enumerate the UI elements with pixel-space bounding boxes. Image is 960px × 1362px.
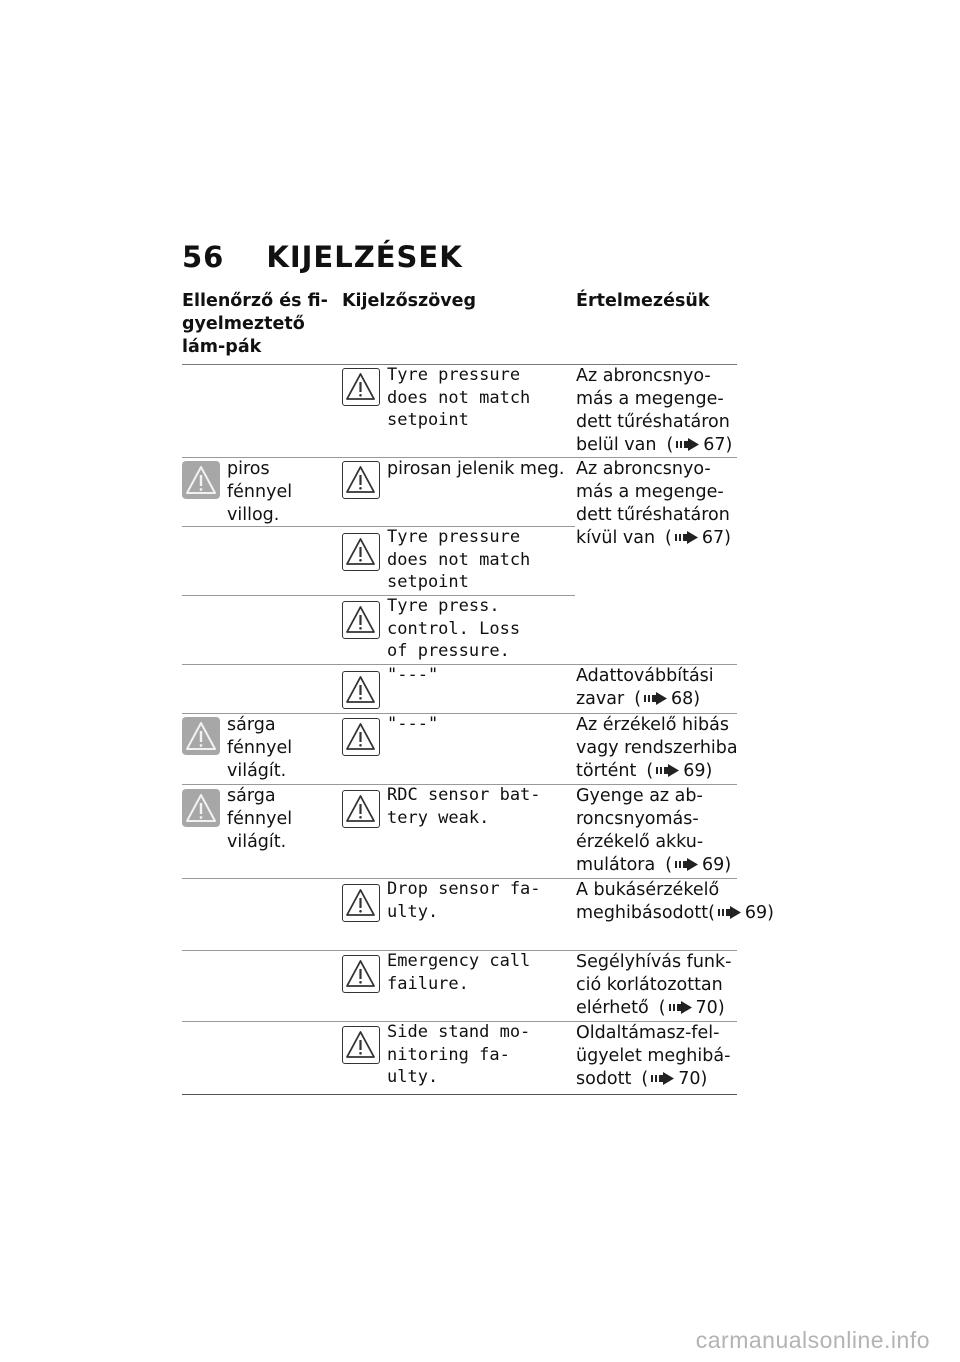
page-reference-arrow-icon (656, 764, 680, 777)
table-row (182, 664, 737, 713)
page-reference: ( 69) (646, 761, 713, 781)
table-row (182, 364, 737, 457)
display-text: Tyre pressure does not match setpoint (387, 527, 531, 592)
page-reference-arrow-icon (669, 1001, 693, 1014)
column-header-meaning: Értelmezésük (576, 291, 710, 311)
page-reference: ( 67) (665, 528, 731, 548)
meaning-description: Oldaltámasz-fel-ügyelet meghibá-sodott (576, 1023, 731, 1089)
display-text: RDC sensor bat- tery weak. (387, 785, 541, 828)
meaning-text (576, 665, 741, 711)
section-title: KIJELZÉSEK (266, 240, 463, 274)
page-reference: ( 68) (634, 689, 701, 709)
display-text: Tyre pressure does not match setpoint (387, 365, 531, 430)
warning-triangle-icon (342, 884, 380, 922)
warning-triangle-icon (342, 461, 380, 499)
warning-triangle-icon (342, 718, 380, 756)
warning-triangle-icon (342, 671, 380, 709)
display-text: Emergency call failure. (387, 951, 531, 994)
page-reference-arrow-icon (644, 692, 668, 705)
display-text: "---" (387, 665, 439, 685)
meaning-description: Gyenge az ab-roncsnyomás-érzékelő akku-mulátora (576, 786, 704, 875)
warning-triangle-icon (342, 533, 380, 571)
table-row (182, 526, 737, 595)
column-header-display: Kijelzőszöveg (342, 291, 477, 311)
warning-triangle-icon (342, 368, 380, 406)
table-row (182, 595, 737, 664)
display-text: "---" (387, 714, 439, 734)
watermark: carmanualsonline.info (695, 1327, 930, 1353)
table-row (182, 784, 737, 878)
meaning-description: Adattovábbítási zavar (576, 666, 714, 709)
meaning-text (576, 1022, 741, 1091)
meaning-description: A bukásérzékelő meghibásodott (576, 880, 720, 923)
meaning-text (576, 785, 741, 877)
display-text: Side stand mo- nitoring fa- ulty. (387, 1022, 531, 1087)
warning-triangle-icon (342, 790, 380, 828)
meaning-text (576, 365, 741, 457)
table-row (182, 713, 737, 784)
meaning-text (576, 714, 741, 783)
lamp-description: sárga fénnyel világít. (227, 786, 293, 852)
meaning-description: Az érzékelő hibás vagy rendszerhiba történt (576, 715, 738, 781)
table-row (182, 457, 737, 548)
warning-triangle-icon (342, 1026, 380, 1064)
warning-triangle-icon (342, 601, 380, 639)
column-header-lamps: Ellenőrző és fi-gyelmeztető lám-pák (182, 291, 328, 357)
page-reference-arrow-icon (651, 1072, 675, 1085)
meaning-text (576, 879, 775, 925)
page-reference: ( 67) (666, 435, 733, 455)
page-reference-arrow-icon (718, 906, 742, 919)
page-reference: ( 70) (641, 1069, 708, 1089)
table-row (182, 950, 737, 1021)
table-row (182, 878, 775, 950)
lamp-description: sárga fénnyel világít. (227, 715, 293, 781)
page-reference-arrow-icon (675, 858, 699, 871)
lamp-description: piros fénnyel villog. (227, 459, 293, 525)
page-number: 56 (182, 240, 225, 274)
page-header (182, 240, 463, 274)
meaning-description: Segélyhívás funk-ció korlátozottan elérhető (576, 952, 732, 1018)
warning-lamp-icon (182, 461, 220, 499)
table-divider (182, 1094, 737, 1095)
meaning-text (576, 951, 741, 1020)
display-text: Drop sensor fa- ulty. (387, 879, 541, 922)
table-row (182, 1021, 737, 1094)
display-text: pirosan jelenik meg. (387, 459, 565, 479)
page-reference: ( 69) (708, 903, 775, 923)
warning-triangle-icon (342, 955, 380, 993)
meaning-description: Az abroncsnyo-más a megenge-dett tűréshatáron belül van (576, 366, 730, 455)
page-reference: ( 69) (665, 855, 732, 875)
warning-lamp-icon (182, 717, 220, 755)
page-reference-arrow-icon (676, 438, 700, 451)
display-text: Tyre press. control. Loss of pressure. (387, 596, 521, 661)
warning-lamp-icon (182, 789, 220, 827)
meaning-description: Az abroncsnyo-más a megenge-dett tűréshatáron kívül van (576, 459, 730, 548)
page-reference: ( 70) (658, 998, 725, 1018)
